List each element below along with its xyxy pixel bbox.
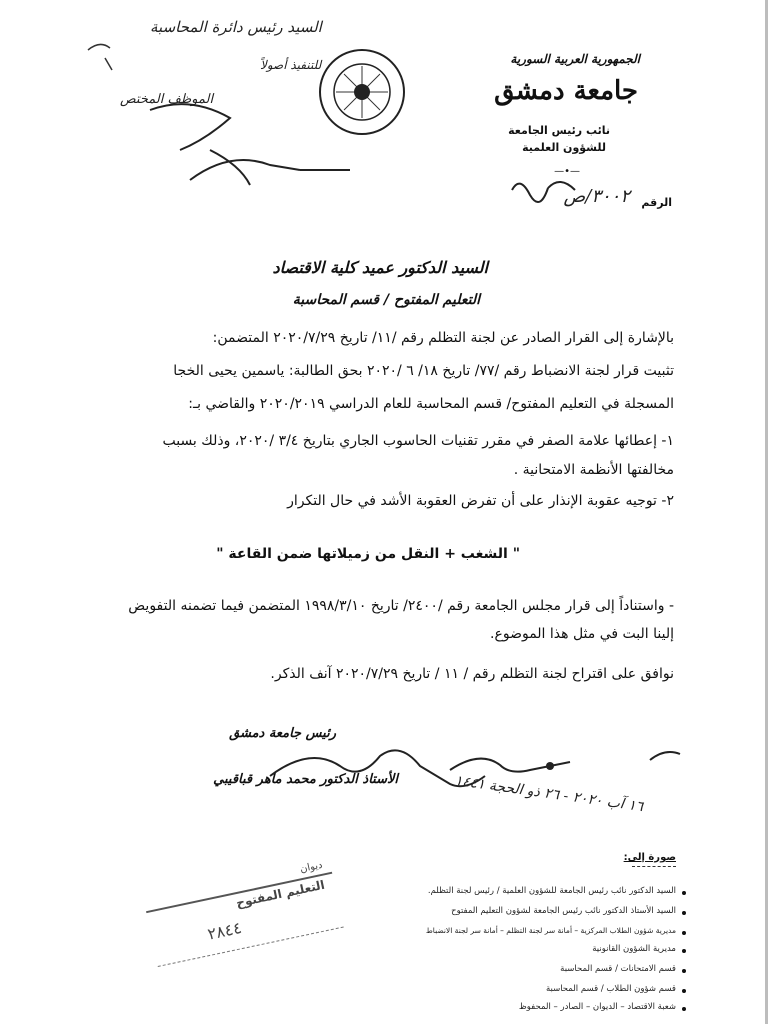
- body-line-2: تثبيت قرار لجنة الانضباط رقم /٧٧/ تاريخ ١٨/ ٦ /٢٠٢٠ بحق الطالبة: ياسمين يحيى الخجا: [173, 363, 674, 379]
- university-name: جامعة دمشق: [494, 76, 638, 106]
- stamp-line-2: التعليم المفتوح: [234, 877, 326, 911]
- signature-name: الأستاذ الدكتور محمد ماهر قباقيبي: [213, 772, 398, 787]
- cc-bullet: [682, 1007, 686, 1011]
- cc-item: قسم شؤون الطلاب / قسم المحاسبة: [545, 984, 676, 994]
- handwritten-note-line2: للتنفيذ أصولاً: [260, 58, 322, 72]
- decision-item-2: ٢- توجيه عقوبة الإنذار على أن تفرض العقوبة الأشد في حال التكرار: [287, 493, 674, 509]
- stamp-border: [146, 872, 344, 967]
- handwritten-note-line3: الموظف المختص: [120, 92, 214, 107]
- cc-item: مديرية الشؤون القانونية: [592, 944, 676, 954]
- signature-role: رئيس جامعة دمشق: [229, 726, 336, 741]
- date-line: ١٦ آب ٢٠٢٠ - ٢٦ ذو الحجة ١٤٤١: [453, 772, 645, 816]
- office-line-1: نائب رئيس الجامعة: [508, 124, 610, 137]
- cc-bullet: [682, 949, 686, 953]
- cc-bullet: [682, 969, 686, 973]
- addressee-subtitle: التعليم المفتوح / قسم المحاسبة: [292, 292, 480, 308]
- decision-item-1-cont: مخالفتها الأنظمة الامتحانية .: [513, 462, 674, 478]
- decision-item-1: ١- إعطائها علامة الصفر في مقرر تقنيات الحاسوب الجاري بتاريخ ٣/٤ /٢٠٢٠، وذلك بسبب: [162, 433, 674, 449]
- reference-line-2: إلينا البت في مثل هذا الموضوع.: [490, 626, 674, 642]
- cc-heading-rule: [632, 866, 676, 867]
- letterhead-divider: —•—: [554, 166, 580, 177]
- cc-heading: صورة إلى:: [623, 852, 676, 863]
- university-seal: [318, 48, 406, 136]
- office-line-2: للشؤون العلمية: [522, 141, 606, 154]
- cc-item: شعبة الاقتصاد – الديوان – الصادر – المحفوظ: [518, 1002, 676, 1012]
- stamp-line-1: ديوان: [299, 859, 324, 876]
- cc-bullet: [682, 911, 686, 915]
- body-line-3: المسجلة في التعليم المفتوح/ قسم المحاسبة للعام الدراسي ٢٠٢٠/٢٠١٩ والقاضي بـ:: [188, 396, 674, 412]
- addressee-title: السيد الدكتور عميد كلية الاقتصاد: [272, 258, 488, 277]
- stamp-number: ٢٨٤٤: [205, 917, 244, 944]
- body-line-1: بالإشارة إلى القرار الصادر عن لجنة التظلم رقم /١١/ تاريخ ٢٠٢٠/٧/٢٩ المتضمن:: [212, 330, 674, 346]
- cc-bullet: [682, 989, 686, 993]
- cc-item: مديرية شؤون الطلاب المركزية – أمانة سر لجنة التظلم – أمانة سر لجنة الانضباط: [425, 926, 676, 935]
- cc-bullet: [682, 931, 686, 935]
- cc-item: السيد الدكتور نائب رئيس الجامعة للشؤون العلمية / رئيس لجنة التظلم.: [427, 886, 676, 896]
- received-stamp: [142, 850, 354, 970]
- approval-line: نوافق على اقتراح لجنة التظلم رقم / ١١ / تاريخ ٢٠٢٠/٧/٢٩ آنف الذكر.: [270, 666, 674, 682]
- ref-label: الرقم: [641, 196, 672, 209]
- violation-quote: " الشغب + النقل من زميلاتها ضمن القاعة ": [216, 546, 520, 562]
- handwritten-note-top: السيد رئيس دائرة المحاسبة: [150, 18, 322, 36]
- ref-number: ٣٠٠٢/ص: [563, 186, 630, 207]
- cc-bullet: [682, 891, 686, 895]
- cc-item: قسم الامتحانات / قسم المحاسبة: [560, 964, 676, 974]
- reference-line-1: - واستناداً إلى قرار مجلس الجامعة رقم /٢٤٠٠/ تاريخ ١٩٩٨/٣/١٠ المتضمن فيما تضمنه التفويض: [128, 598, 674, 614]
- republic-line: الجمهورية العربية السورية: [510, 52, 640, 66]
- cc-item: السيد الأستاذ الدكتور نائب رئيس الجامعة لشؤون التعليم المفتوح: [451, 906, 676, 916]
